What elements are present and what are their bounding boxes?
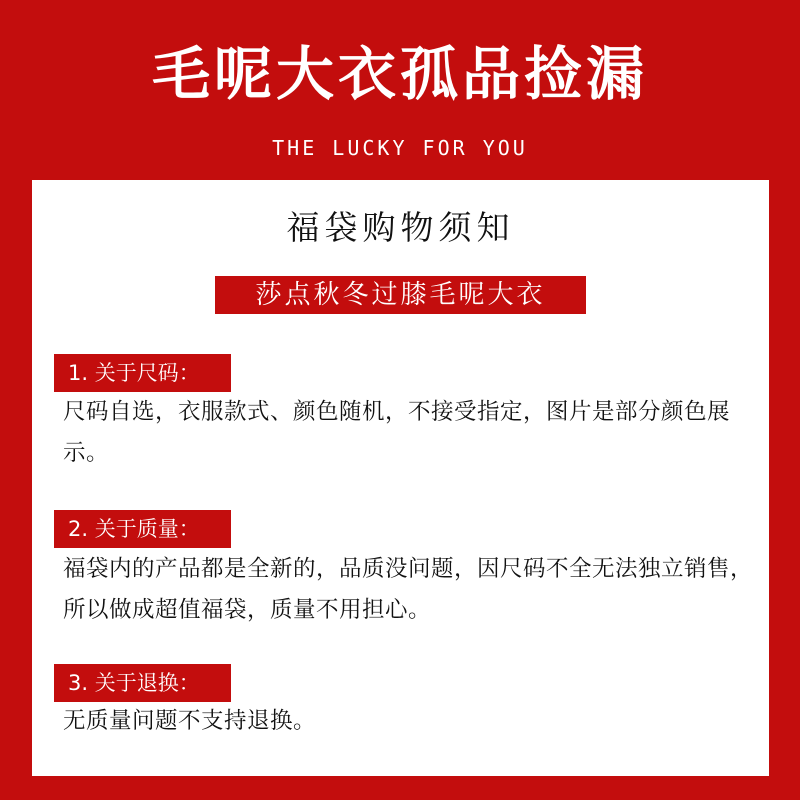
section-label-returns: 3. 关于退换： (54, 664, 231, 702)
headline: 毛呢大衣孤品捡漏 (151, 40, 648, 108)
section-label-quality: 2. 关于质量： (54, 510, 231, 548)
section-label-size: 1. 关于尺码： (54, 354, 231, 392)
product-banner: 莎点秋冬过膝毛呢大衣 (215, 276, 586, 314)
section-body-quality: 福袋内的产品都是全新的，品质没问题，因尺码不全无法独立销售，所以做成超值福袋，质量不用担心。 (63, 556, 754, 623)
section-body-returns: 无质量问题不支持退换。 (63, 708, 317, 734)
notice-title: 福袋购物须知 (286, 208, 515, 247)
tagline: THE LUCKY FOR YOU (272, 136, 528, 160)
section-body-size: 尺码自选，衣服款式、颜色随机，不接受指定，图片是部分颜色展示。 (63, 399, 731, 466)
notice-card (32, 180, 769, 776)
